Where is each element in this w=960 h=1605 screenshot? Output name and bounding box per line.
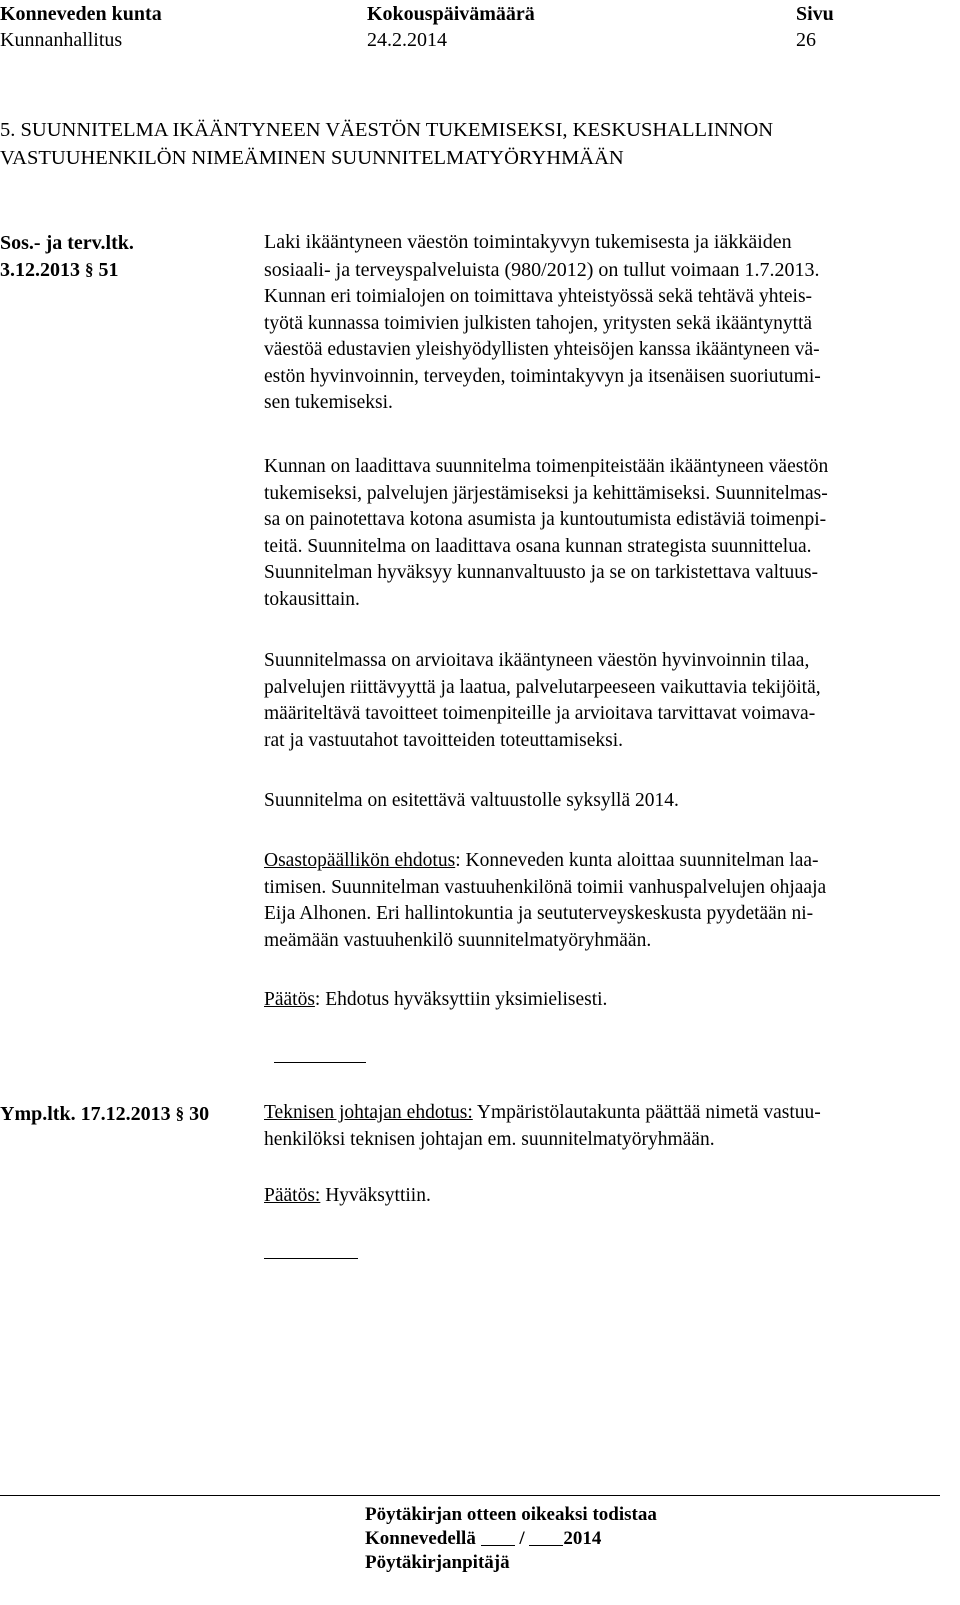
reference-number: 51 (98, 259, 119, 281)
paragraph-line: meämään vastuuhenkilö suunnitelmatyöryhmään. (264, 929, 652, 951)
day-blank (481, 1529, 515, 1546)
proposal-label: Osastopäällikön ehdotus (264, 850, 456, 871)
paragraph-line: työtä kunnassa toimivien julkisten tahojen, yritysten sekä ikääntynyttä (264, 312, 813, 334)
footer-rule (0, 1495, 940, 1496)
department-head-proposal (264, 848, 940, 954)
reference-committee: Sos.- ja terv.ltk. (0, 232, 134, 254)
reference-ymp (0, 1102, 209, 1126)
month-blank (529, 1529, 563, 1546)
paragraph-line: väestöä edustavien yleishyödyllisten yhteisöjen kanssa ikääntyneen vä- (264, 339, 820, 360)
certification-place-line (365, 1527, 601, 1551)
minutes-keeper: Pöytäkirjanpitäjä (365, 1552, 510, 1573)
tech-proposal-label: Teknisen johtajan ehdotus: (264, 1102, 473, 1123)
date-label: Kokouspäivämäärä (367, 3, 535, 25)
paragraph-line: tokausittain. (264, 588, 360, 610)
section-sign: § (175, 1104, 185, 1123)
org-name: Konneveden kunta (0, 3, 162, 25)
title-line: VASTUUHENKILÖN NIMEÄMINEN SUUNNITELMATYÖRYHMÄÄN (0, 147, 624, 169)
paragraph-line: Suunnitelman hyväksyy kunnanvaltuusto ja se on tarkistettava valtuus- (264, 562, 819, 583)
reference-date: 3.12.2013 (0, 259, 80, 281)
section-sign: § (85, 260, 94, 279)
paragraph-line: Suunnitelmassa on arvioitava ikääntyneen väestön hyvinvoinnin tilaa, (264, 650, 810, 671)
decision-text: : Ehdotus hyväksyttiin yksimielisesti. (314, 989, 608, 1010)
paragraph-line: Suunnitelma on esitettävä valtuustolle syksyllä 2014. (264, 790, 679, 811)
paragraph-line: sa on painotettava kotona asumista ja kuntoutumista edistäviä toimenpi- (264, 509, 827, 530)
meeting-date: 24.2.2014 (367, 29, 447, 51)
separator-line (264, 1258, 358, 1259)
paragraph-line: palvelujen riittävyyttä ja laatua, palvelutarpeeseen vaikuttavia tekijöitä, (264, 676, 821, 698)
paragraph-line: Eija Alhonen. Eri hallintokuntia ja seututerveyskeskusta pyydetään ni- (264, 903, 814, 924)
paragraph-deadline (264, 788, 940, 815)
decision-label: Päätös (264, 989, 315, 1010)
certification-line: Pöytäkirjan otteen oikeaksi todistaa (365, 1504, 657, 1525)
paragraph-line: henkilöksi teknisen johtajan em. suunnitelmatyöryhmään. (264, 1128, 715, 1150)
paragraph-line: teitä. Suunnitelma on laadittava osana kunnan strategista suunnittelua. (264, 535, 812, 557)
decision-ymp (264, 1183, 940, 1210)
paragraph-line: rat ja vastuutahot tavoitteiden toteuttamiseksi. (264, 729, 624, 751)
reference-committee-date: Ymp.ltk. 17.12.2013 (0, 1103, 171, 1125)
reference-date-line (0, 258, 119, 282)
paragraph-line: tukemiseksi, palvelujen järjestämiseksi ja kehittämiseksi. Suunnitelmas- (264, 482, 828, 504)
paragraph-line: määriteltävä tavoitteet toimenpiteille ja arvioitava tarvittavat voimava- (264, 703, 816, 724)
paragraph-line: timisen. Suunnitelman vastuuhenkilönä toimii vanhuspalvelujen ohjaaja (264, 876, 827, 898)
paragraph-line: sosiaali- ja terveyspalveluista (980/2012) on tullut voimaan 1.7.2013. (264, 259, 820, 281)
certification-place: Konnevedellä (365, 1528, 476, 1549)
separator-line (274, 1062, 366, 1063)
paragraph-assessment (264, 648, 940, 754)
paragraph-line: sen tukemiseksi. (264, 392, 393, 413)
technical-director-proposal (264, 1100, 940, 1153)
paragraph-line: estön hyvinvoinnin, terveyden, toimintakyvyn ja itsenäisen suoriutumi- (264, 365, 821, 387)
paragraph-plan (264, 454, 940, 613)
decision-text: Hyväksyttiin. (320, 1185, 431, 1206)
page-label: Sivu (796, 3, 834, 25)
date-slash: / (519, 1528, 525, 1549)
paragraph-line: Kunnan on laadittava suunnitelma toimenpiteistään ikääntyneen väestön (264, 456, 829, 477)
paragraph-line: Laki ikääntyneen väestön toimintakyvyn tukemisesta ja iäkkäiden (264, 231, 792, 253)
title-line: 5. SUUNNITELMA IKÄÄNTYNEEN VÄESTÖN TUKEMISEKSI, KESKUSHALLINNON (0, 119, 774, 141)
page-number: 26 (796, 29, 816, 51)
tech-proposal-text: Ympäristölautakunta päättää nimetä vastuu- (472, 1102, 821, 1123)
paragraph-line: Kunnan eri toimialojen on toimittava yhteistyössä sekä tehtävä yhteis- (264, 286, 813, 307)
decision-sos (264, 987, 940, 1014)
reference-number: 30 (189, 1103, 210, 1125)
certification-year: 2014 (563, 1528, 602, 1549)
proposal-text: : Konneveden kunta aloittaa suunnitelman laa- (455, 850, 819, 871)
decision-label: Päätös: (264, 1185, 321, 1206)
governing-body: Kunnanhallitus (0, 29, 123, 51)
paragraph-law (264, 228, 940, 417)
proposal-first-line (264, 848, 940, 875)
